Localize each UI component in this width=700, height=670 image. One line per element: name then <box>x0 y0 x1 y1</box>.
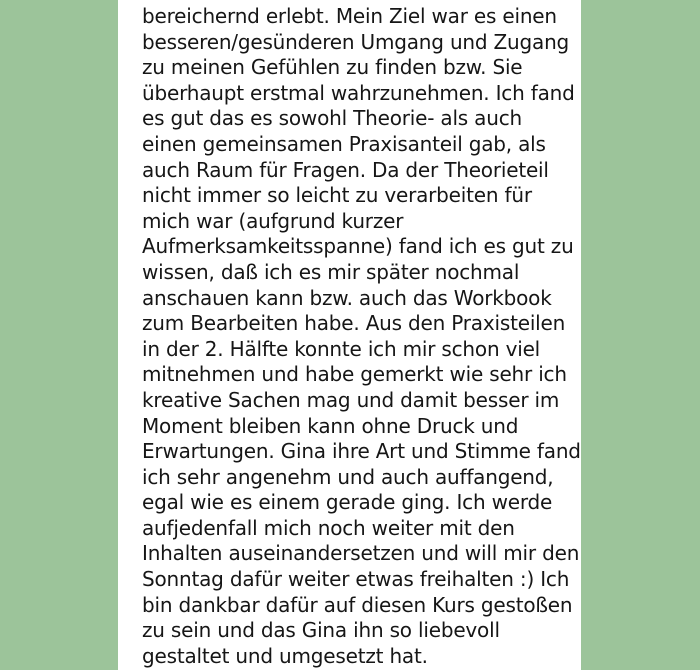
message-line: bin dankbar dafür auf diesen Kurs gestoßen <box>142 592 573 617</box>
message-line: besseren/gesünderen Umgang und Zugang <box>142 29 570 54</box>
message-line: Sonntag dafür weiter etwas freihalten :) Ich <box>142 567 570 592</box>
message-line: einen gemeinsamen Praxisanteil gab, als <box>142 131 546 156</box>
message-line: kreative Sachen mag und damit besser im <box>142 387 560 412</box>
message-line: zum Bearbeiten habe. Aus den Praxisteilen <box>142 311 566 336</box>
message-line: egal wie es einem gerade ging. Ich werde <box>142 490 553 515</box>
message-line: ich sehr angenehm und auch auffangend, <box>142 464 554 489</box>
message-line: mich war (aufgrund kurzer <box>142 208 404 233</box>
message-line: mitnehmen und habe gemerkt wie sehr ich <box>142 362 567 387</box>
message-line: nicht immer so leicht zu verarbeiten für <box>142 183 532 208</box>
message-line: bereichernd erlebt. Mein Ziel war es einen <box>142 4 557 28</box>
message-line: zu meinen Gefühlen zu finden bzw. Sie <box>142 55 523 80</box>
message-line: in der 2. Hälfte konnte ich mir schon viel <box>142 336 541 361</box>
message-line: gestaltet und umgesetzt hat. <box>142 643 428 668</box>
message-line: zu sein und das Gina ihn so liebevoll <box>142 618 500 643</box>
message-line: überhaupt erstmal wahrzunehmen. Ich fand <box>142 80 575 105</box>
message-line: es gut das es sowohl Theorie- als auch <box>142 106 522 131</box>
message-line: wissen, daß ich es mir später nochmal <box>142 259 520 284</box>
message-line: Aufmerksamkeitsspanne) fand ich es gut zu <box>142 234 574 259</box>
message-line: aufjedenfall mich noch weiter mit den <box>142 515 515 540</box>
message-line: anschauen kann bzw. auch das Workbook <box>142 285 552 310</box>
message-line: auch Raum für Fragen. Da der Theorieteil <box>142 157 549 182</box>
message-line: Moment bleiben kann ohne Druck und <box>142 413 519 438</box>
message-line: Inhalten auseinandersetzen und will mir den <box>142 541 580 566</box>
message-bubble <box>118 0 581 670</box>
message-line: Erwartungen. Gina ihre Art und Stimme fand <box>142 439 581 464</box>
